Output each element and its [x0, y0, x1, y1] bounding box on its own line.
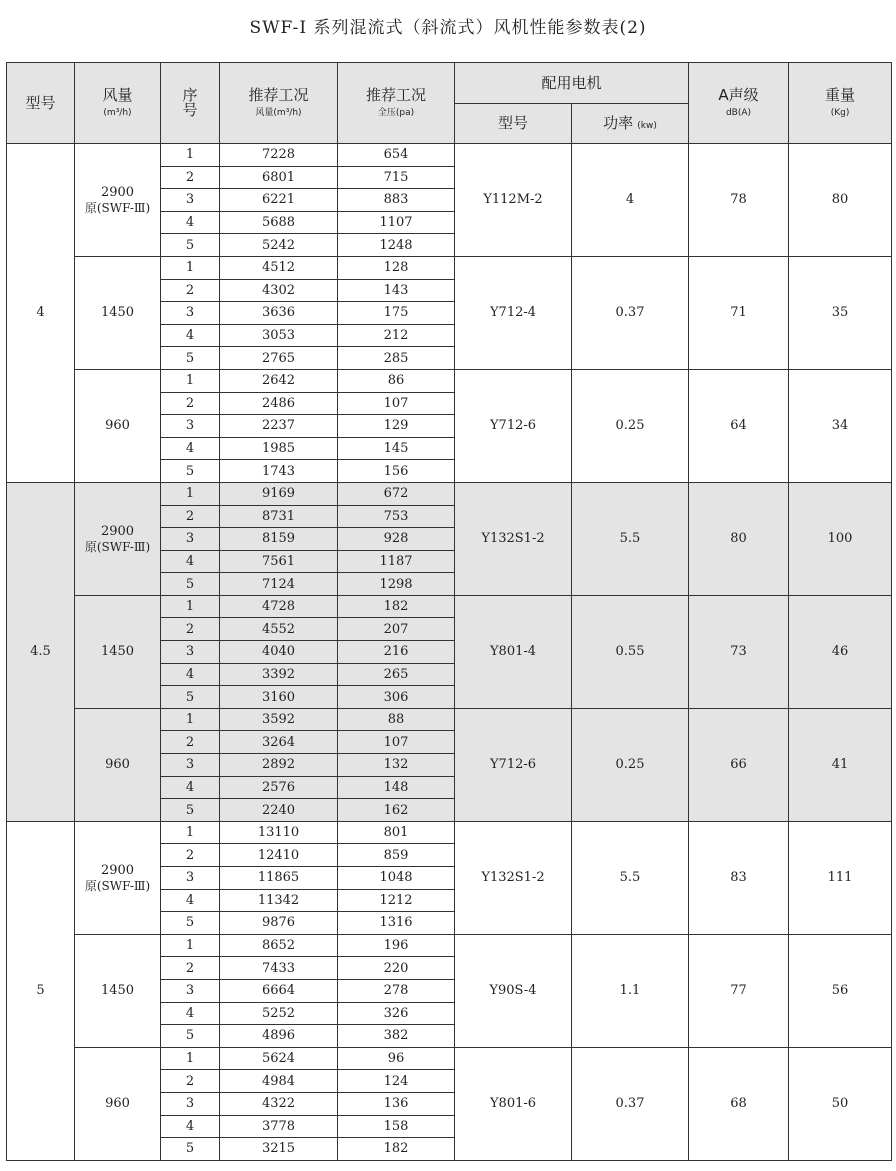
seq-cell: 5	[161, 1138, 220, 1161]
seq-cell: 4	[161, 324, 220, 347]
speed-cell: 960	[75, 708, 161, 821]
motor-power-cell: 5.5	[572, 482, 689, 595]
rec-pressure-cell: 859	[338, 844, 455, 867]
seq-cell: 2	[161, 1070, 220, 1093]
performance-table	[6, 62, 892, 1161]
weight-cell: 35	[789, 256, 892, 369]
rec-airflow-cell: 2237	[220, 415, 338, 438]
page-title: SWF-Ⅰ 系列混流式（斜流式）风机性能参数表(2)	[249, 18, 647, 38]
rec-airflow-cell: 4322	[220, 1092, 338, 1115]
header-motor-model: 型号	[455, 104, 572, 144]
rec-airflow-cell: 9876	[220, 912, 338, 935]
rec-pressure-cell: 129	[338, 415, 455, 438]
weight-cell: 80	[789, 144, 892, 257]
rec-airflow-cell: 1985	[220, 437, 338, 460]
motor-model-cell: Y712-6	[455, 369, 572, 482]
rec-airflow-cell: 4984	[220, 1070, 338, 1093]
motor-power-cell: 1.1	[572, 934, 689, 1047]
rec-pressure-cell: 162	[338, 799, 455, 822]
rec-pressure-cell: 145	[338, 437, 455, 460]
noise-cell: 77	[689, 934, 789, 1047]
table-row	[7, 482, 892, 505]
rec-airflow-cell: 1743	[220, 460, 338, 483]
rec-pressure-cell: 212	[338, 324, 455, 347]
rec-airflow-cell: 9169	[220, 482, 338, 505]
seq-cell: 1	[161, 256, 220, 279]
seq-cell: 3	[161, 528, 220, 551]
seq-cell: 3	[161, 1092, 220, 1115]
rec-airflow-cell: 7124	[220, 573, 338, 596]
rec-airflow-cell: 4512	[220, 256, 338, 279]
rec-pressure-cell: 278	[338, 979, 455, 1002]
rec-pressure-cell: 107	[338, 392, 455, 415]
rec-pressure-cell: 220	[338, 957, 455, 980]
seq-cell: 2	[161, 392, 220, 415]
motor-model-cell: Y90S-4	[455, 934, 572, 1047]
rec-airflow-cell: 3053	[220, 324, 338, 347]
rec-airflow-cell: 3392	[220, 663, 338, 686]
noise-cell: 73	[689, 595, 789, 708]
seq-cell: 5	[161, 460, 220, 483]
rec-pressure-cell: 196	[338, 934, 455, 957]
seq-cell: 3	[161, 979, 220, 1002]
rec-airflow-cell: 6664	[220, 979, 338, 1002]
rec-pressure-cell: 216	[338, 641, 455, 664]
table-body	[7, 144, 892, 1161]
header-rec-airflow: 推荐工况 风量(m³/h)	[220, 63, 338, 144]
speed-cell: 2900 原(SWF-Ⅲ)	[75, 821, 161, 934]
rec-pressure-cell: 182	[338, 1138, 455, 1161]
seq-cell: 1	[161, 821, 220, 844]
rec-airflow-cell: 7228	[220, 144, 338, 167]
rec-airflow-cell: 7561	[220, 550, 338, 573]
seq-cell: 1	[161, 482, 220, 505]
seq-cell: 1	[161, 934, 220, 957]
seq-cell: 5	[161, 234, 220, 257]
rec-airflow-cell: 6221	[220, 189, 338, 212]
weight-cell: 100	[789, 482, 892, 595]
rec-pressure-cell: 285	[338, 347, 455, 370]
rec-pressure-cell: 753	[338, 505, 455, 528]
seq-cell: 3	[161, 641, 220, 664]
fan-model-cell: 5	[7, 821, 75, 1160]
seq-cell: 4	[161, 211, 220, 234]
seq-cell: 5	[161, 799, 220, 822]
seq-cell: 2	[161, 731, 220, 754]
motor-model-cell: Y801-6	[455, 1047, 572, 1160]
rec-pressure-cell: 156	[338, 460, 455, 483]
speed-cell: 1450	[75, 934, 161, 1047]
speed-cell: 2900 原(SWF-Ⅲ)	[75, 482, 161, 595]
rec-pressure-cell: 96	[338, 1047, 455, 1070]
motor-model-cell: Y132S1-2	[455, 821, 572, 934]
rec-pressure-cell: 182	[338, 595, 455, 618]
motor-model-cell: Y132S1-2	[455, 482, 572, 595]
rec-pressure-cell: 175	[338, 302, 455, 325]
motor-power-cell: 0.55	[572, 595, 689, 708]
seq-cell: 5	[161, 573, 220, 596]
rec-airflow-cell: 3160	[220, 686, 338, 709]
seq-cell: 2	[161, 505, 220, 528]
motor-power-cell: 5.5	[572, 821, 689, 934]
header-airflow: 风量 (m³/h)	[75, 63, 161, 144]
rec-pressure-cell: 132	[338, 754, 455, 777]
motor-model-cell: Y801-4	[455, 595, 572, 708]
speed-cell: 960	[75, 1047, 161, 1160]
header-motor-power: 功率 (kw)	[572, 104, 689, 144]
rec-airflow-cell: 5688	[220, 211, 338, 234]
seq-cell: 3	[161, 754, 220, 777]
header-motor: 配用电机	[455, 63, 689, 104]
rec-airflow-cell: 4728	[220, 595, 338, 618]
rec-airflow-cell: 8731	[220, 505, 338, 528]
seq-cell: 3	[161, 415, 220, 438]
rec-pressure-cell: 883	[338, 189, 455, 212]
rec-airflow-cell: 2892	[220, 754, 338, 777]
rec-airflow-cell: 2642	[220, 369, 338, 392]
table-row	[7, 256, 892, 279]
seq-cell: 4	[161, 550, 220, 573]
table-row	[7, 595, 892, 618]
weight-cell: 46	[789, 595, 892, 708]
noise-cell: 78	[689, 144, 789, 257]
rec-airflow-cell: 3778	[220, 1115, 338, 1138]
speed-cell: 960	[75, 369, 161, 482]
fan-model-cell: 4	[7, 144, 75, 483]
rec-pressure-cell: 715	[338, 166, 455, 189]
table-row	[7, 144, 892, 167]
header-rec-pressure: 推荐工况 全压(pa)	[338, 63, 455, 144]
rec-airflow-cell: 12410	[220, 844, 338, 867]
weight-cell: 111	[789, 821, 892, 934]
seq-cell: 5	[161, 347, 220, 370]
seq-cell: 4	[161, 663, 220, 686]
rec-airflow-cell: 13110	[220, 821, 338, 844]
seq-cell: 1	[161, 708, 220, 731]
weight-cell: 50	[789, 1047, 892, 1160]
weight-cell: 41	[789, 708, 892, 821]
rec-pressure-cell: 1107	[338, 211, 455, 234]
motor-power-cell: 0.25	[572, 369, 689, 482]
rec-airflow-cell: 4040	[220, 641, 338, 664]
rec-airflow-cell: 8159	[220, 528, 338, 551]
rec-airflow-cell: 4896	[220, 1025, 338, 1048]
rec-pressure-cell: 382	[338, 1025, 455, 1048]
seq-cell: 5	[161, 686, 220, 709]
seq-cell: 2	[161, 618, 220, 641]
rec-airflow-cell: 2576	[220, 776, 338, 799]
motor-model-cell: Y712-4	[455, 256, 572, 369]
table-row	[7, 1047, 892, 1070]
rec-airflow-cell: 5252	[220, 1002, 338, 1025]
rec-pressure-cell: 207	[338, 618, 455, 641]
rec-airflow-cell: 6801	[220, 166, 338, 189]
header-model: 型号	[7, 63, 75, 144]
table-row	[7, 708, 892, 731]
rec-pressure-cell: 1187	[338, 550, 455, 573]
rec-airflow-cell: 11342	[220, 889, 338, 912]
noise-cell: 83	[689, 821, 789, 934]
header-seq: 序 号	[161, 63, 220, 144]
noise-cell: 68	[689, 1047, 789, 1160]
speed-cell: 1450	[75, 256, 161, 369]
noise-cell: 71	[689, 256, 789, 369]
seq-cell: 2	[161, 844, 220, 867]
rec-pressure-cell: 158	[338, 1115, 455, 1138]
seq-cell: 3	[161, 302, 220, 325]
rec-airflow-cell: 3592	[220, 708, 338, 731]
motor-power-cell: 4	[572, 144, 689, 257]
speed-cell: 1450	[75, 595, 161, 708]
motor-power-cell: 0.25	[572, 708, 689, 821]
seq-cell: 3	[161, 189, 220, 212]
rec-airflow-cell: 4552	[220, 618, 338, 641]
seq-cell: 1	[161, 595, 220, 618]
seq-cell: 2	[161, 957, 220, 980]
rec-pressure-cell: 128	[338, 256, 455, 279]
rec-airflow-cell: 2486	[220, 392, 338, 415]
seq-cell: 5	[161, 912, 220, 935]
rec-pressure-cell: 265	[338, 663, 455, 686]
rec-pressure-cell: 1248	[338, 234, 455, 257]
rec-airflow-cell: 3264	[220, 731, 338, 754]
noise-cell: 66	[689, 708, 789, 821]
rec-airflow-cell: 4302	[220, 279, 338, 302]
fan-model-cell: 4.5	[7, 482, 75, 821]
seq-cell: 4	[161, 437, 220, 460]
rec-airflow-cell: 3215	[220, 1138, 338, 1161]
seq-cell: 4	[161, 1002, 220, 1025]
seq-cell: 5	[161, 1025, 220, 1048]
seq-cell: 4	[161, 776, 220, 799]
rec-pressure-cell: 124	[338, 1070, 455, 1093]
rec-pressure-cell: 136	[338, 1092, 455, 1115]
rec-pressure-cell: 1212	[338, 889, 455, 912]
seq-cell: 1	[161, 144, 220, 167]
rec-pressure-cell: 86	[338, 369, 455, 392]
header-noise: A声级 dB(A)	[689, 63, 789, 144]
rec-pressure-cell: 143	[338, 279, 455, 302]
rec-airflow-cell: 2765	[220, 347, 338, 370]
rec-pressure-cell: 326	[338, 1002, 455, 1025]
rec-airflow-cell: 2240	[220, 799, 338, 822]
motor-power-cell: 0.37	[572, 256, 689, 369]
rec-pressure-cell: 672	[338, 482, 455, 505]
rec-airflow-cell: 5624	[220, 1047, 338, 1070]
seq-cell: 4	[161, 1115, 220, 1138]
seq-cell: 2	[161, 166, 220, 189]
rec-airflow-cell: 5242	[220, 234, 338, 257]
rec-pressure-cell: 928	[338, 528, 455, 551]
seq-cell: 1	[161, 1047, 220, 1070]
rec-pressure-cell: 1048	[338, 867, 455, 890]
rec-pressure-cell: 801	[338, 821, 455, 844]
rec-airflow-cell: 8652	[220, 934, 338, 957]
noise-cell: 80	[689, 482, 789, 595]
weight-cell: 56	[789, 934, 892, 1047]
seq-cell: 3	[161, 867, 220, 890]
rec-airflow-cell: 3636	[220, 302, 338, 325]
rec-airflow-cell: 11865	[220, 867, 338, 890]
motor-model-cell: Y712-6	[455, 708, 572, 821]
table-row	[7, 821, 892, 844]
seq-cell: 4	[161, 889, 220, 912]
rec-pressure-cell: 1316	[338, 912, 455, 935]
rec-pressure-cell: 148	[338, 776, 455, 799]
weight-cell: 34	[789, 369, 892, 482]
header-weight: 重量 (Kg)	[789, 63, 892, 144]
rec-pressure-cell: 88	[338, 708, 455, 731]
motor-power-cell: 0.37	[572, 1047, 689, 1160]
rec-pressure-cell: 306	[338, 686, 455, 709]
rec-pressure-cell: 654	[338, 144, 455, 167]
table-row	[7, 369, 892, 392]
table-row	[7, 934, 892, 957]
motor-model-cell: Y112M-2	[455, 144, 572, 257]
rec-airflow-cell: 7433	[220, 957, 338, 980]
seq-cell: 1	[161, 369, 220, 392]
seq-cell: 2	[161, 279, 220, 302]
rec-pressure-cell: 107	[338, 731, 455, 754]
speed-cell: 2900 原(SWF-Ⅲ)	[75, 144, 161, 257]
rec-pressure-cell: 1298	[338, 573, 455, 596]
noise-cell: 64	[689, 369, 789, 482]
